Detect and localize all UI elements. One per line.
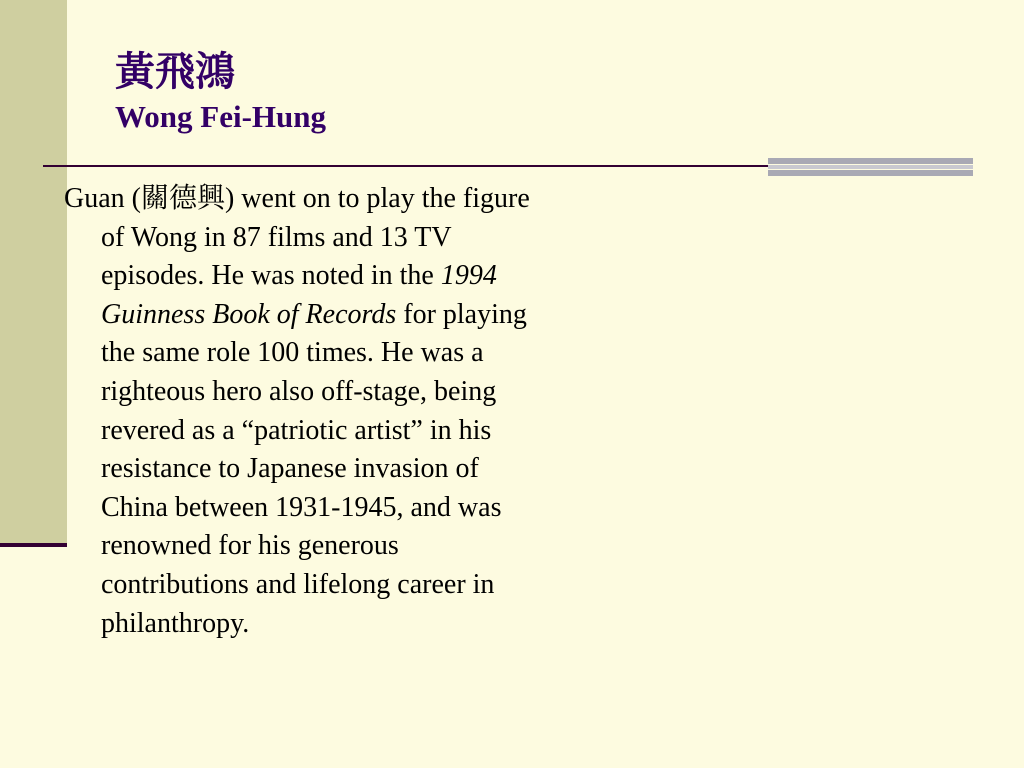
accent-bar-middle bbox=[768, 165, 973, 169]
paragraph-text-end: for playing the same role 100 times. He was a righteous hero also off-stage, being revered as a “patriotic artist” in his resistance to Japanese invasion of China between 1931-1945, and was renowned for his generous contributions and lifelong career in philanthropy. bbox=[101, 298, 527, 639]
divider-accent-bars bbox=[768, 158, 973, 178]
title-chinese: 黃飛鴻 bbox=[115, 49, 235, 95]
left-sidebar-decoration bbox=[0, 0, 67, 544]
book-title-italic: 1994 Guinness Book of Records bbox=[101, 260, 497, 330]
slide-title bbox=[115, 46, 326, 136]
accent-bar-top bbox=[768, 158, 973, 164]
title-english: Wong Fei-Hung bbox=[115, 99, 327, 134]
slide-body bbox=[64, 180, 544, 643]
paragraph-text-start: Guan (關德興) went on to play the figure of Wong in 87 films and 13 TV episodes. He was noted in the bbox=[64, 183, 530, 292]
sidebar-rule bbox=[0, 543, 67, 547]
accent-bar-bottom bbox=[768, 170, 973, 176]
body-paragraph bbox=[64, 180, 544, 643]
